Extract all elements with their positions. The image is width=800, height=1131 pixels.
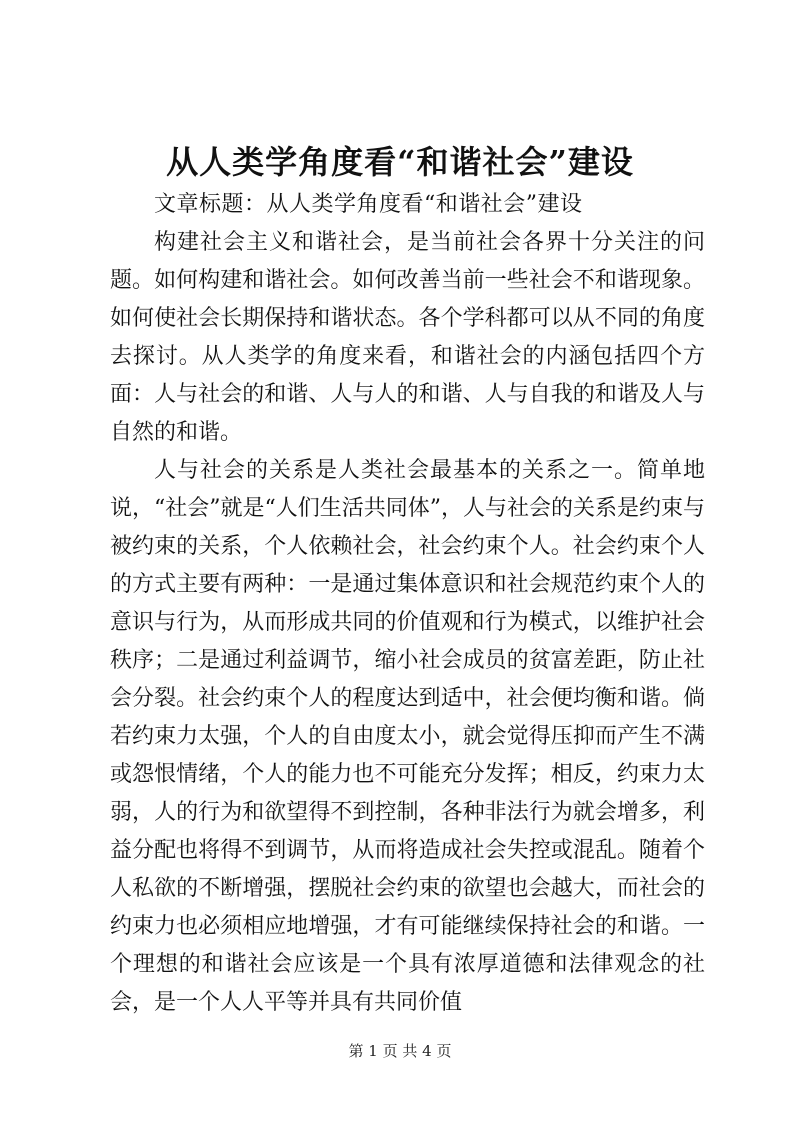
document-body bbox=[110, 186, 705, 1022]
paragraph-1: 构建社会主义和谐社会，是当前社会各界十分关注的问题。如何构建和谐社会。如何改善当前一些社会不和谐现象。如何使社会长期保持和谐状态。各个学科都可以从不同的角度去探讨。从人类学的角度来看，和谐社会的内涵包括四个方面：人与社会的和谐、人与人的和谐、人与自我的和谐及人与自然的和谐。 bbox=[110, 230, 705, 445]
page-number-footer: 第 1 页 共 4 页 bbox=[348, 1042, 452, 1060]
paragraph-2: 人与社会的关系是人类社会最基本的关系之一。简单地说，“社会”就是“人们生活共同体”，人与社会的关系是约束与被约束的关系，个人依赖社会，社会约束个人。社会约束个人的方式主要有两种：一是通过集体意识和社会规范约束个人的意识与行为，从而形成共同的价值观和行为模式，以维护社会秩序；二是通过利益调节，缩小社会成员的贫富差距，防止社会分裂。社会约束个人的程度达到适中，社会便均衡和谐。倘若约束力太强，个人的自由度太小，就会觉得压抑而产生不满或怨恨情绪，个人的能力也不可能充分发挥；相反，约束力太弱，人的行为和欲望得不到控制，各种非法行为就会增多，利益分配也将得不到调节，从而将造成社会失控或混乱。随着个人私欲的不断增强，摆脱社会约束的欲望也会越大，而社会的约束力也必须相应地增强，才有可能继续保持社会的和谐。一个理想的和谐社会应该是一个具有浓厚道德和法律观念的社会，是一个人人平等并具有共同价值 bbox=[110, 458, 705, 1015]
document-title: 从人类学角度看“和谐社会”建设 bbox=[166, 143, 634, 181]
article-title-line: 文章标题：从人类学角度看“和谐社会”建设 bbox=[154, 192, 583, 217]
